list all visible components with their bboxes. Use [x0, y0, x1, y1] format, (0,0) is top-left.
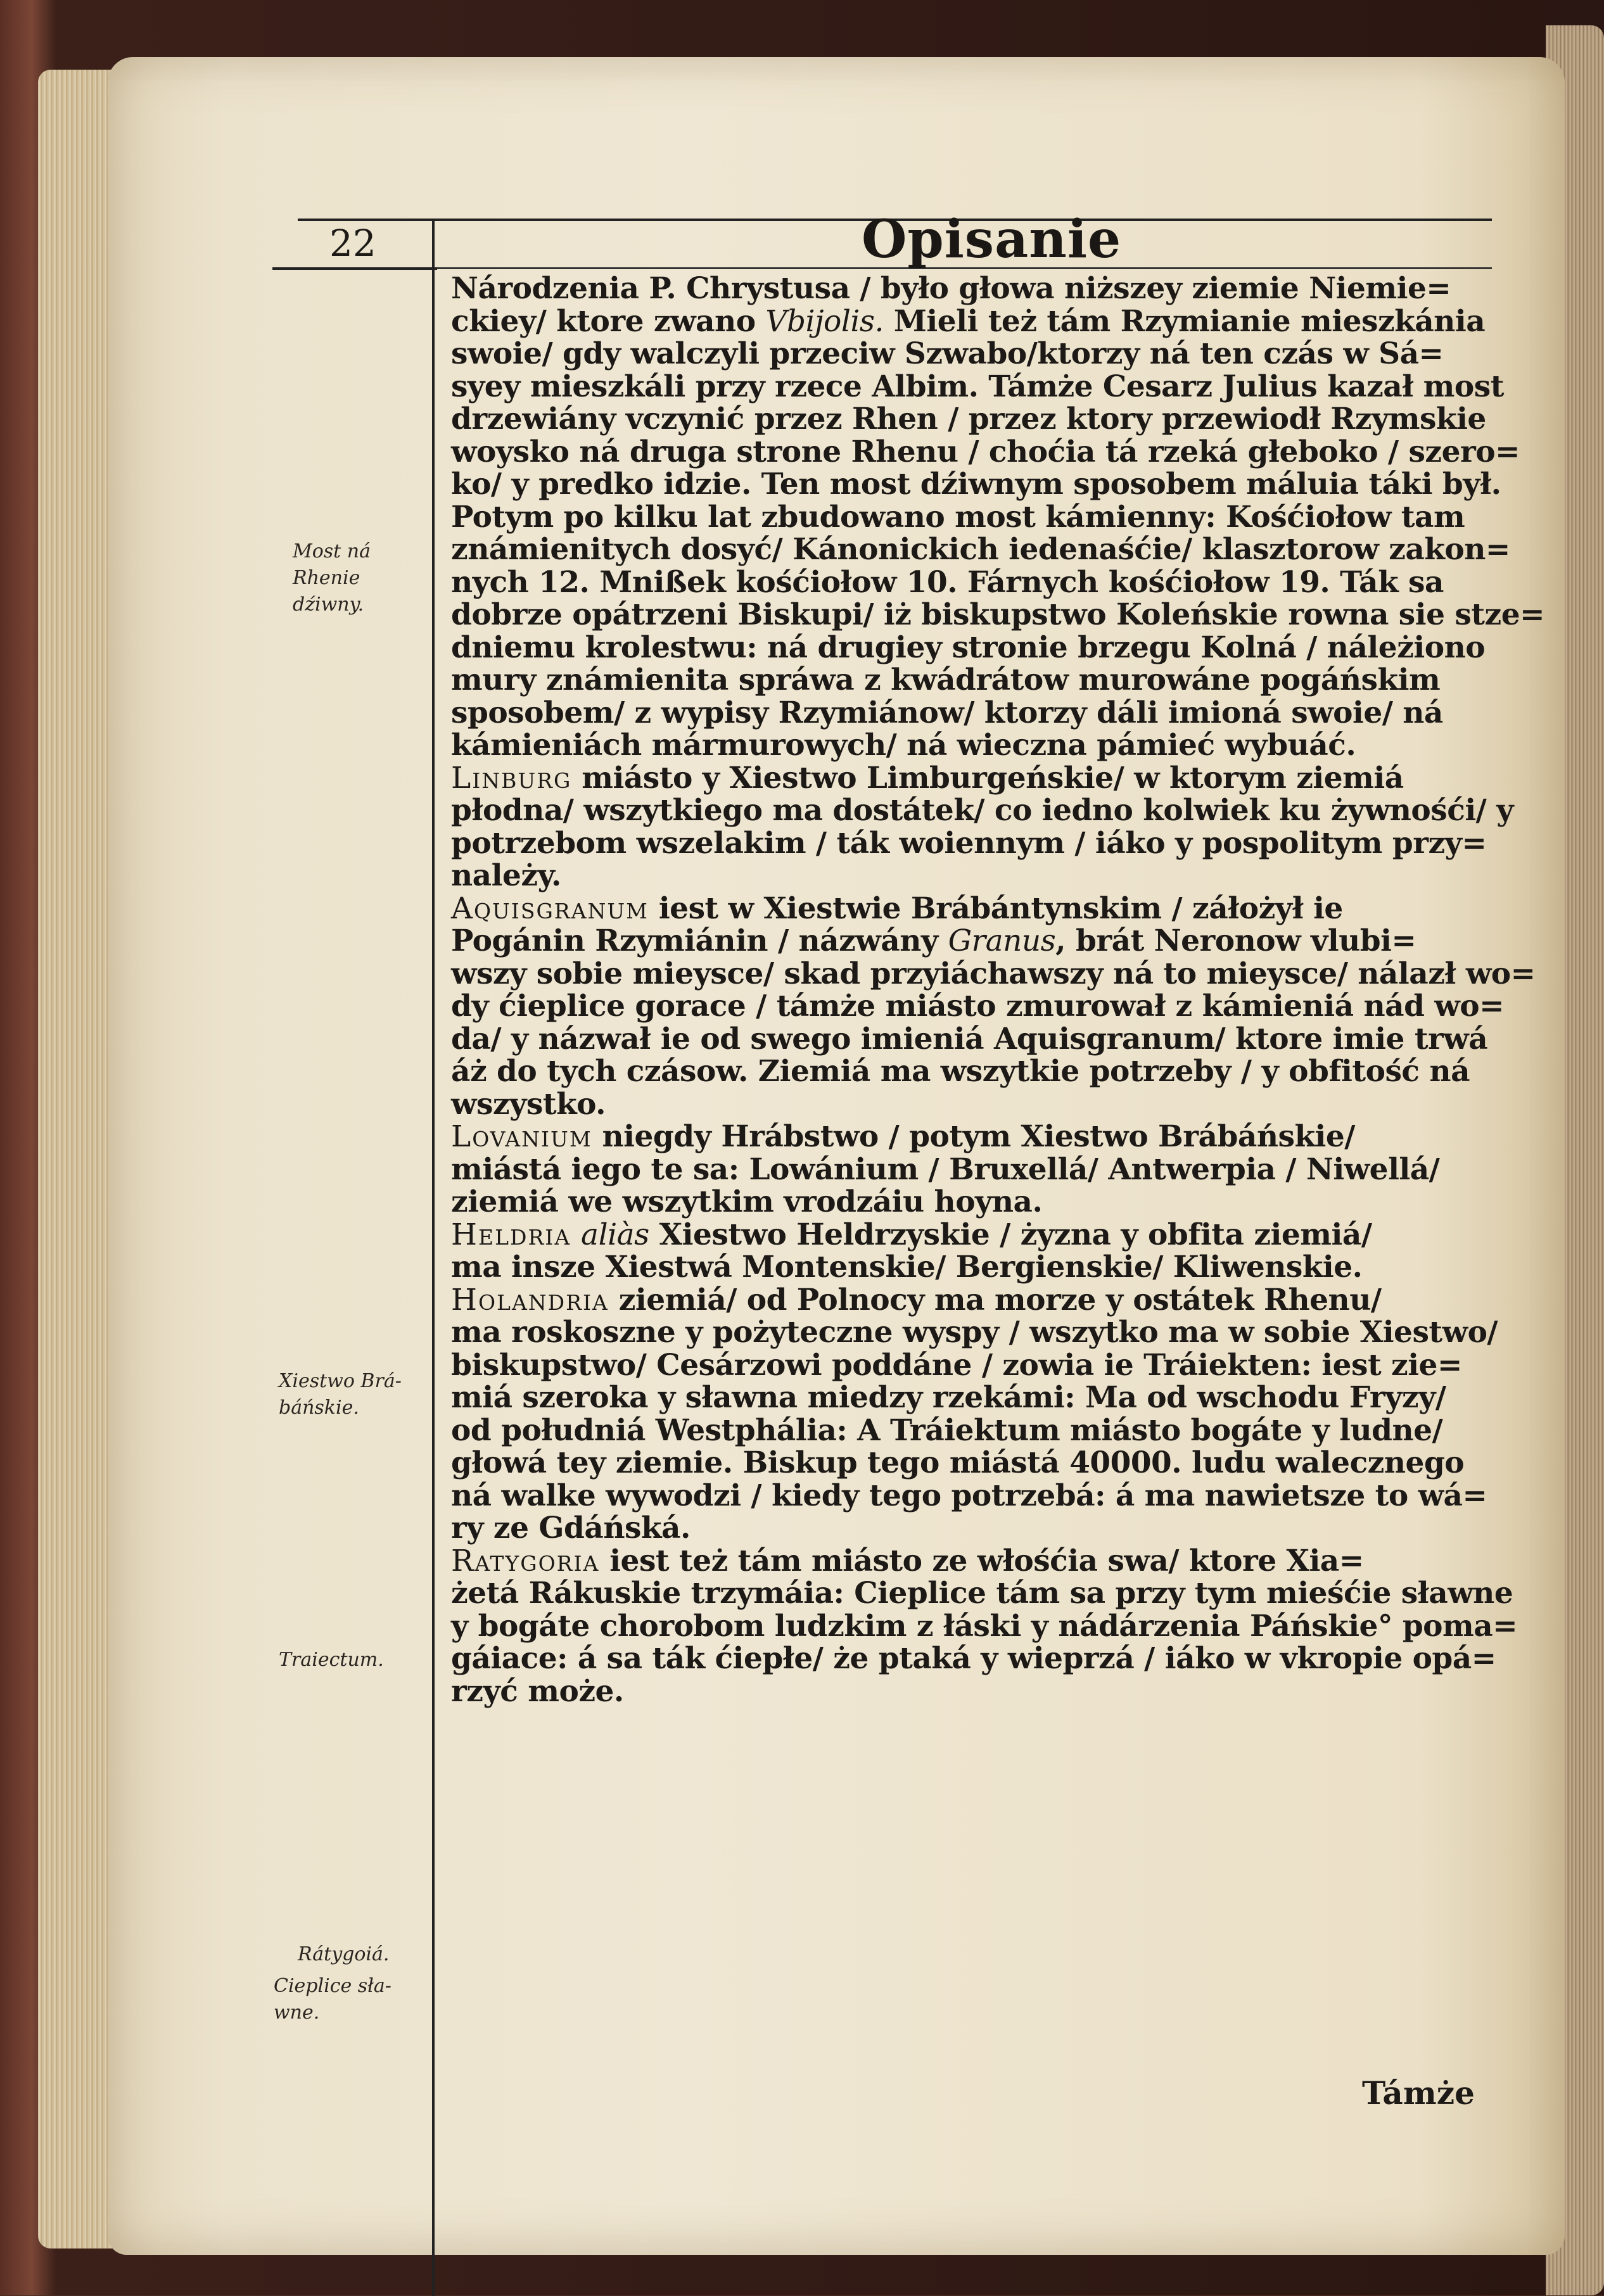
text-line: wszystko.	[451, 1086, 606, 1122]
text-line: wszy sobie mieysce/ skad przyiáchawszy ná to mieysce/ nálazł wo=	[451, 956, 1536, 991]
text-line: ko/ y predko idzie. Ten most dźiwnym sposobem máluia táki był.	[451, 467, 1501, 502]
text-line: należy.	[451, 858, 561, 893]
text-line: dobrze opátrzeni Biskupi/ iż biskupstwo Koleńskie rowna sie stze=	[451, 597, 1544, 632]
text-line: nych 12. Mnißek kośćiołow 10. Fárnych kośćiołow 19. Ták sa	[451, 564, 1444, 600]
text-line: Pogánin Rzymiánin / názwány Granus, brát Neronow vlubi=	[451, 923, 1416, 958]
text-line: głowá tey ziemie. Biskup tego miástá 40000. ludu walecznego	[451, 1445, 1465, 1480]
text-line: syey mieszkáli przy rzece Albim. Támże Cesarz Julius kazał most	[451, 369, 1504, 404]
text-line: ma roskoszne y pożyteczne wyspy / wszytko ma w sobie Xiestwo/	[451, 1315, 1498, 1350]
text-line: ziemiá we wszytkim vrodzáiu hoyna.	[451, 1184, 1043, 1219]
text-line: biskupstwo/ Cesárzowi poddáne / zowia ie Tráiekten: iest zie=	[451, 1347, 1462, 1383]
text-line: Holandria ziemiá/ od Polnocy ma morze y ostátek Rhenu/	[451, 1282, 1382, 1317]
text-line: ckiey/ ktore zwano Vbijolis. Mieli też tám Rzymianie mieszkánia	[451, 303, 1486, 339]
text-line: Potym po kilku lat zbudowano most kámienny: Kośćiołow tam	[451, 499, 1465, 535]
running-head: Opisanie	[862, 209, 1122, 270]
catchword: Támże	[1362, 2074, 1475, 2112]
margin-note-cieplice: Cieplice sła-wne.	[274, 1975, 391, 2024]
text-line: żetá Rákuskie trzymáia: Cieplice tám sa przy tym mieśćie sławne	[451, 1576, 1513, 1611]
text-line: Ratygoria iest też tám miásto ze włośćia swa/ ktore Xia=	[451, 1543, 1364, 1578]
text-line: od południá Westphália: A Tráiektum miásto bogáte y ludne/	[451, 1412, 1443, 1448]
text-line: známienitych dosyć/ Kánonickich iedenaśćie/ klasztorow zakon=	[451, 532, 1510, 567]
text-line: drzewiány vczynić przez Rhen / przez ktory przewiodł Rzymskie	[451, 402, 1486, 436]
margin-note-traiectum: Traiectum.	[279, 1649, 384, 1671]
text-line: sposobem/ z wypisy Rzymiánow/ ktorzy dáli imioná swoie/ ná	[451, 695, 1443, 730]
text-line: Linburg miásto y Xiestwo Limburgeńskie/ w ktorym ziemiá	[451, 760, 1404, 796]
text-line: miá szeroka y sławna miedzy rzekámi: Ma od wschodu Fryzy/	[451, 1380, 1446, 1415]
text-line: y bogáte chorobom ludzkim z łáski y nádárzenia Páńskie° poma=	[451, 1608, 1518, 1644]
text-line: płodna/ wszytkiego ma dostátek/ co iedno kolwiek ku żywnośći/ y	[451, 793, 1514, 828]
margin-note-most: Most ná Rhenie dźiwny.	[293, 540, 371, 616]
margin-note-brabant: Xiestwo Brá-báńskie.	[279, 1370, 402, 1419]
text-line: áż do tych czásow. Ziemiá ma wszytkie potrzeby / y obfitość ná	[451, 1054, 1470, 1089]
text-line: gáiace: á sa ták ćiepłe/ że ptaká y wieprzá / iáko w vkropie opá=	[451, 1641, 1496, 1676]
margin-note-ratygoia: Rátygoiá.	[298, 1943, 390, 1965]
text-line: dniemu krolestwu: ná drugiey stronie brzegu Kolná / náleżiono	[451, 630, 1486, 665]
text-line: ma insze Xiestwá Montenskie/ Bergienskie/ Kliwenskie.	[451, 1250, 1363, 1284]
text-line: da/ y názwał ie od swego imieniá Aquisgranum/ ktore imie trwá	[451, 1021, 1488, 1056]
text-line: Heldria aliàs Xiestwo Heldrzyskie / żyzna y obfita ziemiá/	[451, 1217, 1372, 1252]
text-line: kámieniách mármurowych/ ná wieczna pámieć wybuáć.	[451, 728, 1356, 763]
text-line: mury známienita spráwa z kwádrátow murowáne pogáńskim	[451, 663, 1441, 697]
margin-rule	[432, 219, 435, 2296]
text-line: rzyć może.	[451, 1673, 624, 1709]
text-line: miástá iego te sa: Lowánium / Bruxellá/ Antwerpia / Niwellá/	[451, 1151, 1440, 1187]
text-line: swoie/ gdy walczyli przeciw Szwabo/ktorzy ná ten czás w Sá=	[451, 336, 1444, 371]
body-text	[451, 271, 1544, 1709]
text-line: woysko ná druga strone Rhenu / choćia tá rzeká głeboko / szero=	[451, 434, 1520, 469]
text-line: potrzebom wszelakim / ták woiennym / iáko y pospolitym przy=	[451, 825, 1487, 861]
text-line: Aquisgranum iest w Xiestwie Brábántynskim / záłożył ie	[451, 891, 1343, 926]
text-line: ná walke wywodzi / kiedy tego potrzebá: á ma nawietsze to wá=	[451, 1478, 1487, 1513]
page-number: 22	[329, 222, 376, 265]
text-line: Národzenia P. Chrystusa / było głowa niższey ziemie Niemie=	[451, 271, 1451, 306]
text-line: dy ćieplice gorace / támże miásto zmurował z kámieniá nád wo=	[451, 989, 1504, 1024]
text-line: Lovanium niegdy Hrábstwo / potym Xiestwo Brábáńskie/	[451, 1119, 1355, 1154]
frame-rule-left	[272, 267, 437, 270]
text-line: ry ze Gdáńská.	[451, 1511, 691, 1545]
